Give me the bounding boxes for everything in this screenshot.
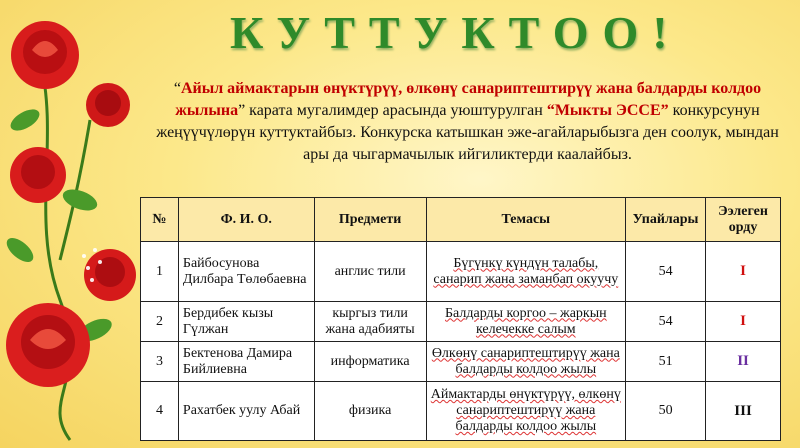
header-place: Ээлеген орду [706, 198, 781, 242]
cell-place: I [706, 242, 781, 302]
cell-score: 54 [626, 302, 706, 342]
cell-topic: Бүгүнкү күндүн талабы, санарип жана заманбап окуучу [426, 242, 626, 302]
rose-5 [6, 303, 90, 387]
table-row [141, 382, 781, 441]
intro-text: “Айыл аймактарын өнүктүрүү, өлкөнү санариптештирүү жана балдарды колдоо жылына” карата мугалимдер арасында уюштурулган “Мыкты ЭССЕ” конкурсунун жеңүүчүлөрүн куттуктайбыз. Конкурска катышкан эже-агайларыбызга ден соолук, мындан ары да чыгармачылык ийгиликтерди каалайбыз. [156, 80, 779, 163]
rose-2 [86, 83, 130, 127]
cell-score: 54 [626, 242, 706, 302]
rose-1 [11, 21, 79, 89]
table-header-row [141, 198, 781, 242]
cell-num: 4 [141, 382, 179, 441]
cell-subject: физика [314, 382, 426, 441]
cell-topic: Өлкөнү санариптештирүү жана балдарды колдоо жылы [426, 342, 626, 382]
header-num: № [141, 198, 179, 242]
page-title: КУТТУКТОО! [230, 7, 682, 58]
winners-table [140, 197, 781, 441]
table-row [141, 342, 781, 382]
rose-4 [84, 249, 136, 301]
header-subject: Предмети [314, 198, 426, 242]
table-row [141, 242, 781, 302]
campaign-name: Айыл аймактарын өнүктүрүү, өлкөнү санариптештирүү жана балдарды колдоо жылына [175, 80, 762, 119]
table-row [141, 302, 781, 342]
cell-num: 3 [141, 342, 179, 382]
cell-name: Бектенова Дамира Бийлиевна [178, 342, 314, 382]
cell-num: 2 [141, 302, 179, 342]
cell-subject: информатика [314, 342, 426, 382]
cell-place: II [706, 342, 781, 382]
cell-subject: англис тили [314, 242, 426, 302]
cell-topic: Балдарды коргоо – жаркын келечекке салым [426, 302, 626, 342]
header-name: Ф. И. О. [178, 198, 314, 242]
cell-name: Байбосунова Дилбара Төлөбаевна [178, 242, 314, 302]
roses-decoration [0, 0, 140, 448]
cell-place: I [706, 302, 781, 342]
cell-name: Рахатбек уулу Абай [178, 382, 314, 441]
cell-score: 50 [626, 382, 706, 441]
contest-name: “Мыкты ЭССЕ” [546, 102, 669, 119]
cell-place: III [706, 382, 781, 441]
header-topic: Темасы [426, 198, 626, 242]
cell-num: 1 [141, 242, 179, 302]
rose-3 [10, 147, 66, 203]
cell-topic: Аймактарды өнүктүрүү, өлкөнү санариптештирүү жана балдарды колдоо жылы [426, 382, 626, 441]
cell-score: 51 [626, 342, 706, 382]
cell-name: Бердибек кызы Гүлжан [178, 302, 314, 342]
header-score: Упайлары [626, 198, 706, 242]
cell-subject: кыргыз тили жана адабияты [314, 302, 426, 342]
